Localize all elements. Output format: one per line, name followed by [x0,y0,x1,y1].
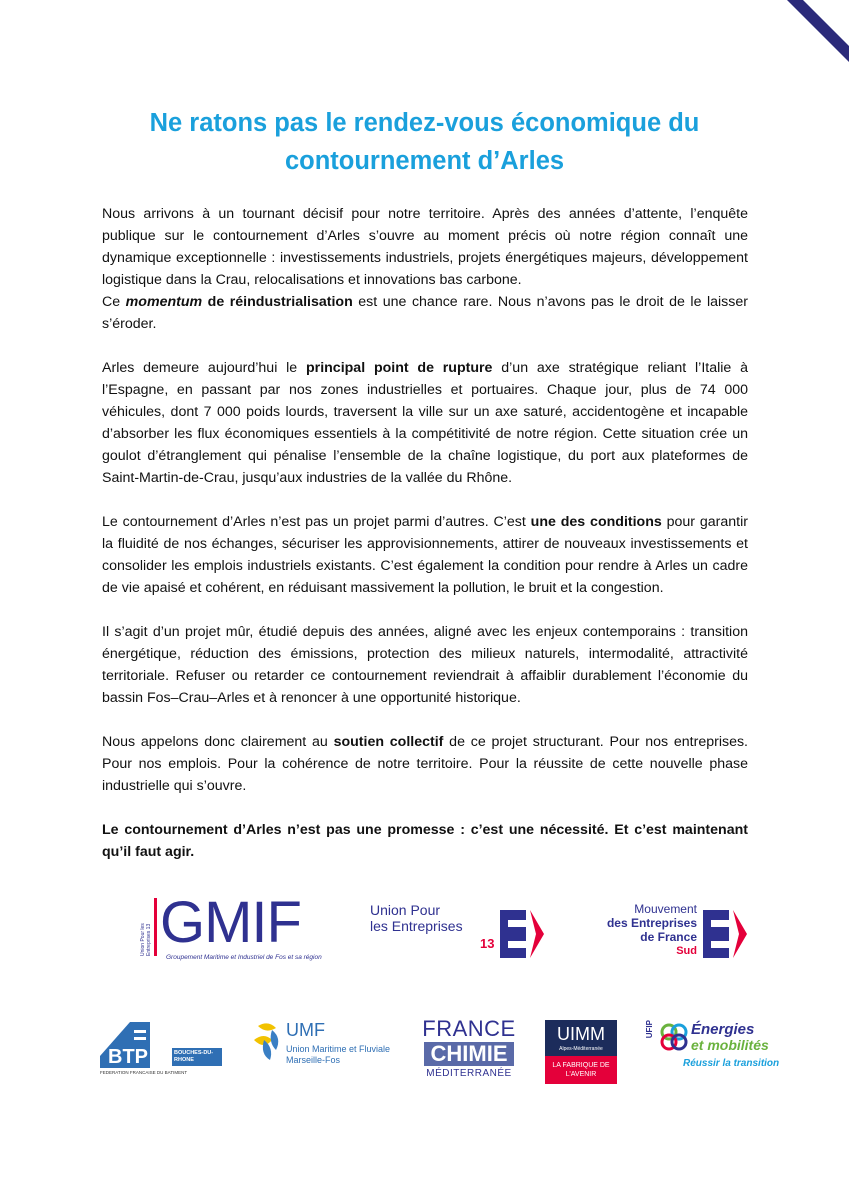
france-chimie-line1: FRANCE [422,1016,516,1041]
letter-body [102,203,748,885]
uimm-logo [545,1020,617,1084]
paragraph-1-text: Nous arrivons à un tournant décisif pour notre territoire. Après des années d’attente, l’enquête publique sur le contournement d’Arles s’ouvre au moment précis où notre région connaît une dynamique exceptionnelle : investissements industriels, projets énergétiques majeurs, développement logistique dans la Crau, relocalisations et innovations bas carbone. [102,206,748,288]
gmif-side-strip [140,902,154,956]
uimm-wordmark: UIMM [557,1024,605,1044]
medef-line1: Mouvement [634,902,697,916]
paragraph-1-ce: Ce [102,294,126,310]
paragraph-2 [102,357,748,489]
paragraph-1-end: est une chance rare. Nous n’avons pas le droit de le laisser s’éroder. [102,294,748,332]
umf-logo [250,1020,400,1076]
medef-line4: Sud [676,945,697,957]
medef-sud-logo [575,902,755,962]
uimm-tag: LA FABRIQUE DE L’AVENIR [545,1056,617,1084]
ufip-line2: et mobilités [691,1037,769,1053]
paragraph-4: Il s’agit d’un projet mûr, étudié depuis des années, aligné avec les enjeux contemporains : transition énergétique, réduction des émissions, protection des milieux naturels, intermodalité, attractivité territoriale. Refuser ou retarder ce contournement reviendrait à affaiblir durablement l’économie du bassin Fos–Crau–Arles et à renoncer à une opportunité historique. [102,624,748,706]
ufip-logo [645,1020,780,1076]
umf-line1: Union Maritime et Fluviale [286,1044,391,1054]
umf-line2: Marseille-Fos [286,1055,341,1065]
france-chimie-line3: MÉDITERRANÉE [426,1068,512,1079]
gmif-side-text: Union Pour les Entreprises 13 [140,923,152,956]
gmif-red-bar [154,898,157,956]
conclusion [102,819,748,863]
paragraph-3-post: pour garantir la fluidité de nos échanges, sécuriser les approvisionnements, attirer de nouveaux investissements et consolider les emplois industriels existants. C’est également la condition pour rendre à Arles un cadre de vie apaisé et cohérent, en réduisant massivement la pollution, le bruit et la congestion. [102,514,748,596]
upe13-logo [370,902,550,962]
upe-e-icon [500,908,546,960]
umf-wordmark: UMF [286,1020,325,1040]
btp-tag: BOUCHES-DU-RHONE [172,1048,222,1066]
momentum-emphasis: momentum [125,294,203,310]
paragraph-5 [102,731,748,797]
upe13-line1: Union Pour [370,902,441,918]
france-chimie-line2: CHIMIE [424,1042,514,1066]
gmif-subtitle: Groupement Maritime et Industriel de Fos et sa région [166,954,322,961]
btp-logo [100,1022,220,1078]
gmif-wordmark: GMIF [160,890,301,955]
gmif-logo [140,890,340,961]
paragraph-3 [102,511,748,599]
paragraph-5-post: de ce projet structurant. Pour nos entreprises. Pour nos emplois. Pour la cohérence de notre territoire. Pour la réussite de cette nouvelle phase industrielle qui s’ouvre. [102,734,748,794]
ufip-tag: Réussir la transition [683,1058,780,1069]
paragraph-3-bold: une des conditions [530,514,662,530]
ufip-side [645,1020,657,1060]
upe13-line2: les Entreprises [370,918,463,934]
conclusion-text: Le contournement d’Arles n’est pas une promesse : c’est une nécessité. Et c’est maintenant qu’il faut agir. [102,822,748,860]
medef-line2: des Entreprises [606,916,697,930]
uimm-subtitle: Alpes-Méditerranée [559,1046,603,1052]
france-chimie-logo [420,1018,518,1082]
paragraph-5-pre: Nous appelons donc clairement au [102,734,334,750]
btp-wordmark: BTP [108,1046,148,1068]
reindustrialisation-bold: de réindustrialisation [202,294,353,310]
page-title: Ne ratons pas le rendez-vous économique du contournement d’Arles [149,109,700,175]
ufip-side-text: UFIP [645,1020,654,1039]
paragraph-2-bold: principal point de rupture [306,360,493,376]
upe13-number: 13 [480,936,495,951]
paragraph-5-bold: soutien collectif [333,734,444,750]
ufip-line1: Énergies [691,1021,755,1038]
btp-subtitle: FEDERATION FRANCAISE DU BATIMENT [100,1070,188,1075]
paragraph-2-pre: Arles demeure aujourd’hui le [102,360,307,376]
medef-e-icon [703,908,749,960]
paragraph-3-pre: Le contournement d’Arles n’est pas un projet parmi d’autres. C’est [102,514,531,530]
medef-line3: de France [640,930,697,944]
corner-decoration-inner [803,0,849,46]
umf-wave-icon [250,1020,286,1064]
ufip-rings-icon [659,1022,689,1052]
paragraph-1 [102,203,748,335]
paragraph-2-post: d’un axe stratégique reliant l’Italie à l’Espagne, en passant par nos zones industrielles et portuaires. Chaque jour, plus de 74 000 véhicules, dont 7 000 poids lourds, traversent la ville sur un axe saturé, accidentogène et incapable d’absorber les flux économiques essentiels à la compétitivité de notre région. Cette situation crée un goulot d’étranglement qui pénalise l’ensemble de la chaîne logistique, du port aux plateformes de Saint-Martin-de-Crau, jusqu’aux industries de la vallée du Rhône. [102,360,748,486]
